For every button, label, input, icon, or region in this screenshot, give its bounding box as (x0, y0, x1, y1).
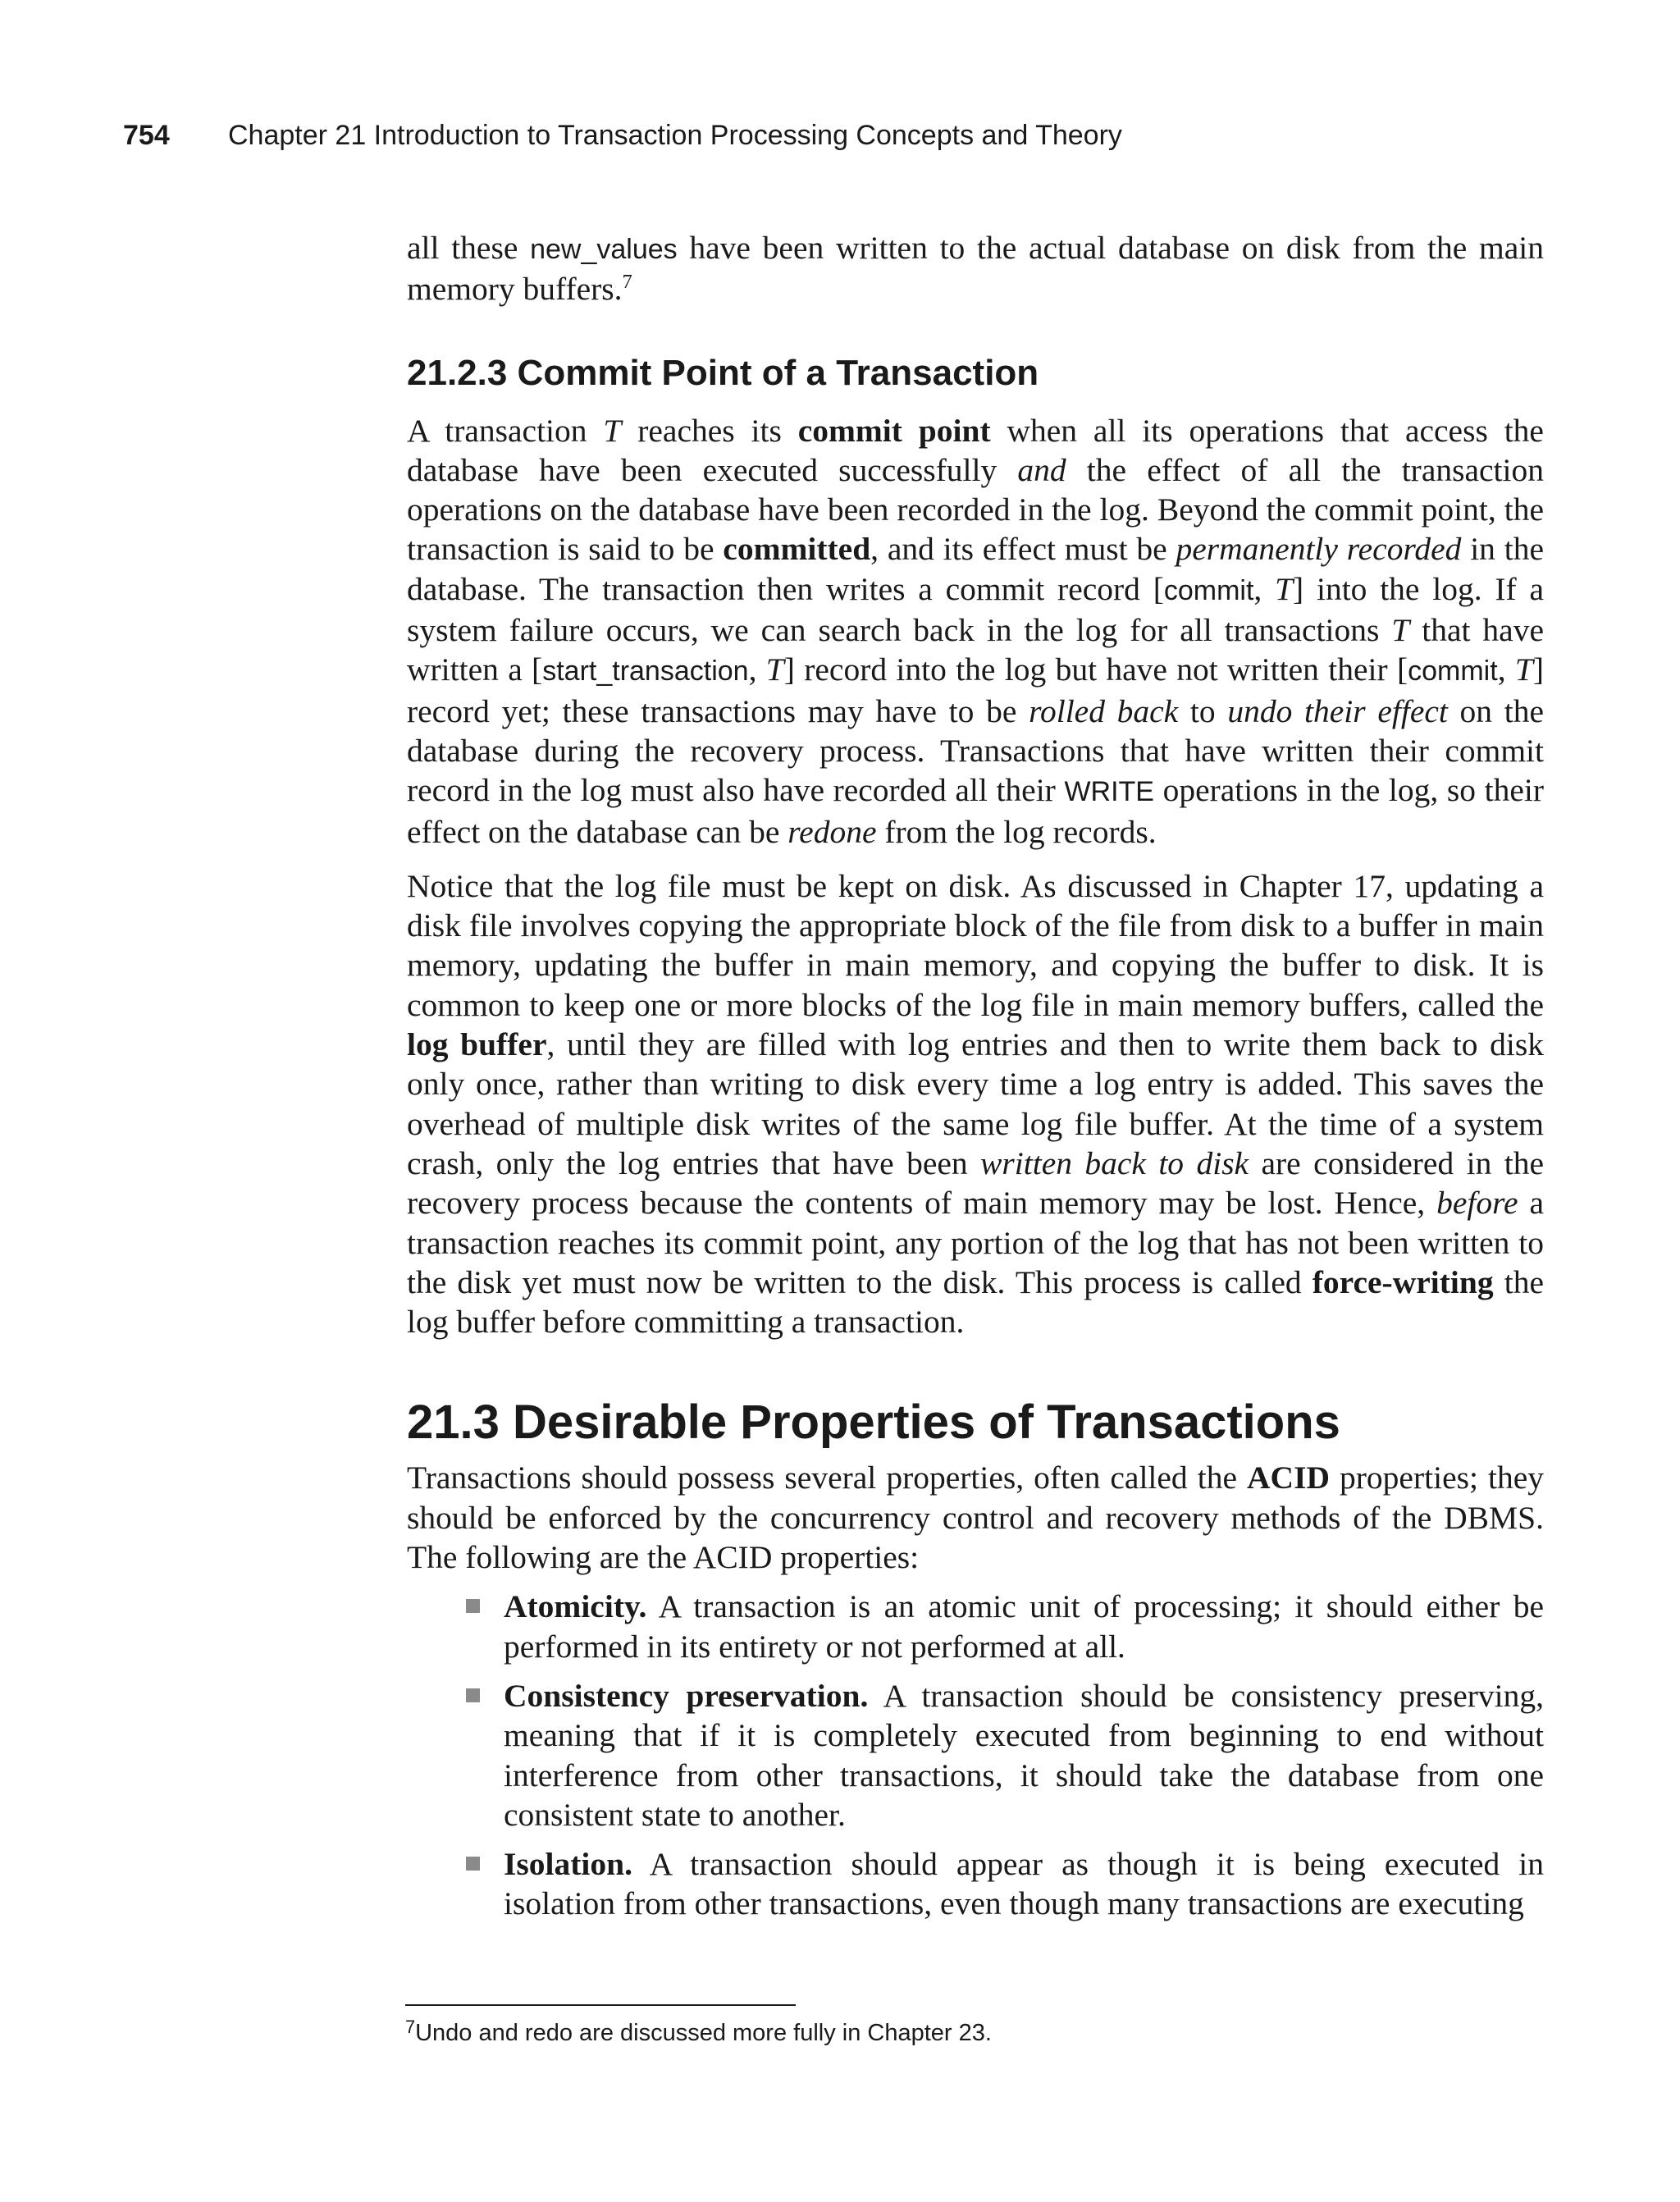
acid-intro-paragraph: Transactions should possess several properties, often called the ACID properties; they should be enforced by the concurrency control and recovery methods of the DBMS. The following are the ACID properties: (407, 1460, 1544, 1576)
footnote-divider (405, 2004, 796, 2006)
footnote-number: 7 (405, 2017, 416, 2037)
square-bullet-icon (466, 1688, 480, 1702)
section-heading-21-3: 21.3 Desirable Properties of Transactions (407, 1396, 1340, 1450)
square-bullet-icon (466, 1857, 480, 1871)
square-bullet-icon (466, 1599, 480, 1613)
term-acid: ACID (1247, 1460, 1330, 1496)
intro-paragraph: all these new_values have been written to the actual database on disk from the main memory buffers.$^7$ (407, 230, 1544, 308)
page-body (407, 228, 1544, 1934)
page-number: 754 (123, 120, 170, 151)
section-heading-21-2-3: 21.2.3 Commit Point of a Transaction (407, 352, 1039, 393)
commit-point-paragraph: A transaction T reaches its commit point when all its operations that access the database have been executed successfully and the effect of all the transaction operations on the database have been recorded in the log. Beyond the commit point, the transaction is said to be committed, and its effect must be permanently recorded in the database. The transaction then writes a commit record [commit, T] into the log. If a system failure occurs, we can search back in the log for all transactions T that have written a [start_transaction, T] record into the log but have not written their [commit, T] record yet; these transactions may have to be rolled back to undo their effect on the database during the recovery process. Transactions that have written their commit record in the log must also have recorded all their WRITE operations in the log, so their effect on the database can be redone from the log records. (407, 412, 1545, 850)
list-item-atomicity: Atomicity. A transaction is an atomic unit of processing; it should either be performed in its entirety or not performed at all. (407, 1587, 1544, 1666)
term-committed: committed (723, 531, 871, 568)
footnote (405, 2018, 992, 2048)
term-force-writing: force-writing (1312, 1263, 1494, 1300)
list-item-isolation: Isolation. A transaction should appear as though it is being executed in isolation from other transactions, even though many transactions are executing (407, 1844, 1544, 1924)
term-commit-point: commit point (797, 412, 991, 449)
log-buffer-paragraph: Notice that the log file must be kept on disk. As discussed in Chapter 17, updating a disk file involves copying the appropriate block of the file from disk to a buffer in main memory, updating the buffer in main memory, and copying the buffer to disk. It is common to keep one or more blocks of the log file in main memory buffers, called the log buffer, until they are filled with log entries and then to write them back to disk only once, rather than writing to disk every time a log entry is added. This saves the overhead of multiple disk writes of the same log file buffer. At the time of a system crash, only the log entries that have been written back to disk are considered in the recovery process because the contents of main memory may be lost. Hence, before a transaction reaches its commit point, any portion of the log that has not been written to the disk yet must now be written to the disk. This process is called force-writing the log buffer before committing a transaction. (407, 867, 1544, 1341)
footnote-ref: 7 (622, 271, 632, 294)
footnote-text: Undo and redo are discussed more fully in Chapter 23. (415, 2020, 992, 2046)
acid-properties-list (407, 1587, 1544, 1923)
term-log-buffer: log buffer (407, 1026, 547, 1063)
running-head: Chapter 21 Introduction to Transaction Processing Concepts and Theory (228, 120, 1122, 151)
list-item-consistency: Consistency preservation. A transaction should be consistency preserving, meaning that if it is completely executed from beginning to end without interference from other transactions, it should take the database from one consistent state to another. (407, 1676, 1544, 1834)
code-new-values: new_values (530, 234, 678, 265)
